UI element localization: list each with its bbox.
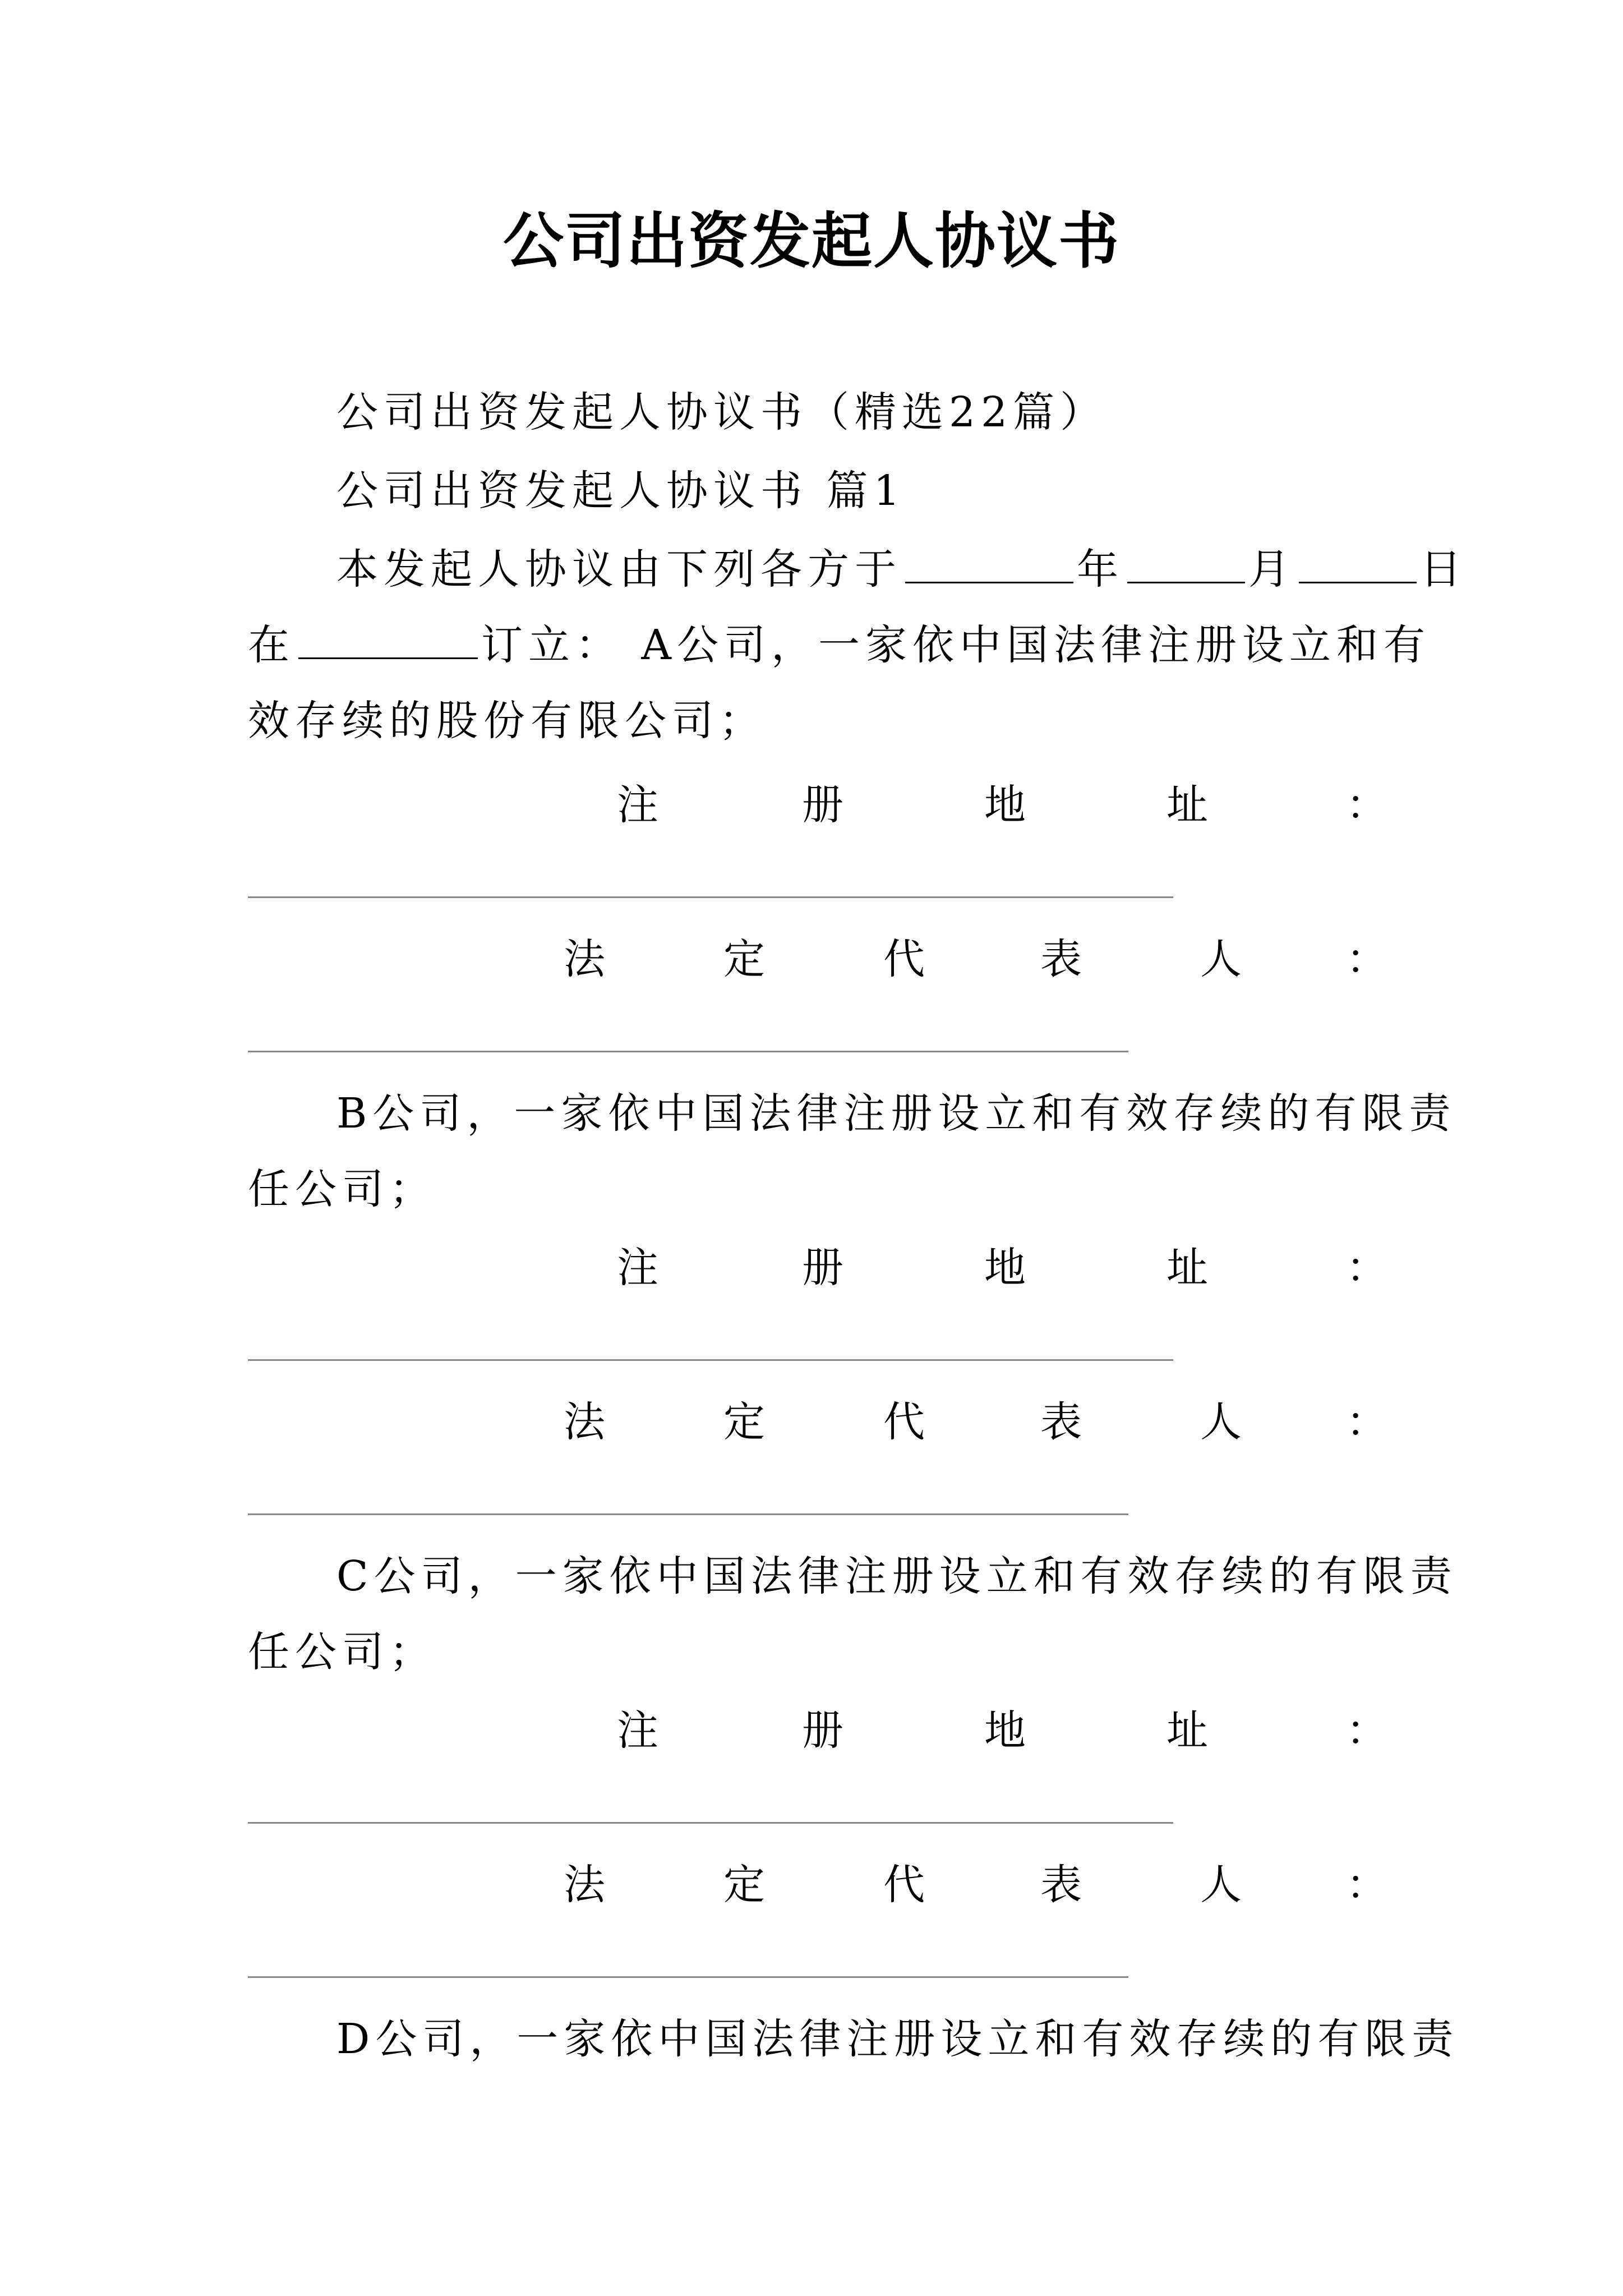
company-d-line-1: D公司，一家依中国法律注册设立和有效存续的有限责: [336, 2015, 1459, 2063]
company-b-reg-address-line: [248, 1359, 1173, 1361]
intro-line-3: 效存续的股份有限公司；: [248, 697, 766, 745]
year-label: 年: [1077, 545, 1124, 593]
reg-char: 址: [1166, 1706, 1208, 1755]
company-b-line-1: B公司，一家依中国法律注册设立和有效存续的有限责: [336, 1089, 1456, 1138]
company-b-legal-rep-line: [248, 1513, 1128, 1515]
rep-char: 人: [1200, 1398, 1242, 1446]
company-c-reg-address-line: [248, 1822, 1173, 1824]
intro-text: 本发起人协议由下列各方于: [336, 545, 902, 593]
rep-char: 法: [564, 1861, 605, 1909]
intro-line-2: [248, 617, 1431, 673]
rep-char: 法: [564, 1398, 605, 1446]
rep-char: 代: [883, 935, 925, 983]
document-title: 公司出资发起人协议书: [502, 206, 1120, 277]
reg-char: 注: [617, 781, 658, 829]
company-b-line-2: 任公司；: [248, 1165, 436, 1213]
reg-char: 册: [802, 781, 843, 829]
reg-char: 注: [617, 1706, 658, 1755]
reg-char: 地: [984, 1706, 1026, 1755]
date-blank-year: [905, 542, 1073, 583]
company-c-line-1: C公司，一家依中国法律注册设立和有效存续的有限责: [336, 1552, 1458, 1600]
place-blank: [298, 618, 478, 659]
reg-char: ：: [1346, 781, 1387, 829]
date-blank-day: [1299, 542, 1417, 583]
rep-char: 人: [1200, 935, 1242, 983]
place-label: 在: [248, 621, 295, 669]
reg-char: 址: [1166, 781, 1208, 829]
reg-char: 地: [984, 1244, 1026, 1292]
rep-char: 定: [723, 1861, 765, 1909]
rep-char: 表: [1040, 935, 1082, 983]
section-heading: 公司出资发起人协议书 篇1: [336, 467, 906, 515]
company-a-legal-rep-line: [248, 1051, 1128, 1052]
reg-char: 址: [1166, 1244, 1208, 1292]
rep-char: 定: [723, 935, 765, 983]
rep-char: 表: [1040, 1861, 1082, 1909]
rep-char: 表: [1040, 1398, 1082, 1446]
company-c-legal-rep-line: [248, 1976, 1128, 1978]
rep-char: ：: [1346, 1861, 1387, 1909]
document-subtitle: 公司出资发起人协议书（精选22篇）: [336, 388, 1108, 436]
reg-char: 册: [802, 1706, 843, 1755]
company-a-reg-address-line: [248, 896, 1173, 898]
reg-char: ：: [1346, 1244, 1387, 1292]
intro-line-1: [336, 541, 1467, 597]
date-blank-month: [1127, 542, 1245, 583]
rep-char: 代: [883, 1398, 925, 1446]
reg-char: 注: [617, 1244, 658, 1292]
rep-char: 法: [564, 935, 605, 983]
month-label: 月: [1248, 545, 1295, 593]
rep-char: 代: [883, 1861, 925, 1909]
rep-char: ：: [1346, 935, 1387, 983]
day-label: 日: [1420, 545, 1467, 593]
company-a-text: 订立： A公司，一家依中国法律注册设立和有: [481, 621, 1431, 669]
reg-char: ：: [1346, 1706, 1387, 1755]
rep-char: 定: [723, 1398, 765, 1446]
reg-char: 册: [802, 1244, 843, 1292]
rep-char: 人: [1200, 1861, 1242, 1909]
reg-char: 地: [984, 781, 1026, 829]
rep-char: ：: [1346, 1398, 1387, 1446]
company-c-line-2: 任公司；: [248, 1628, 436, 1676]
